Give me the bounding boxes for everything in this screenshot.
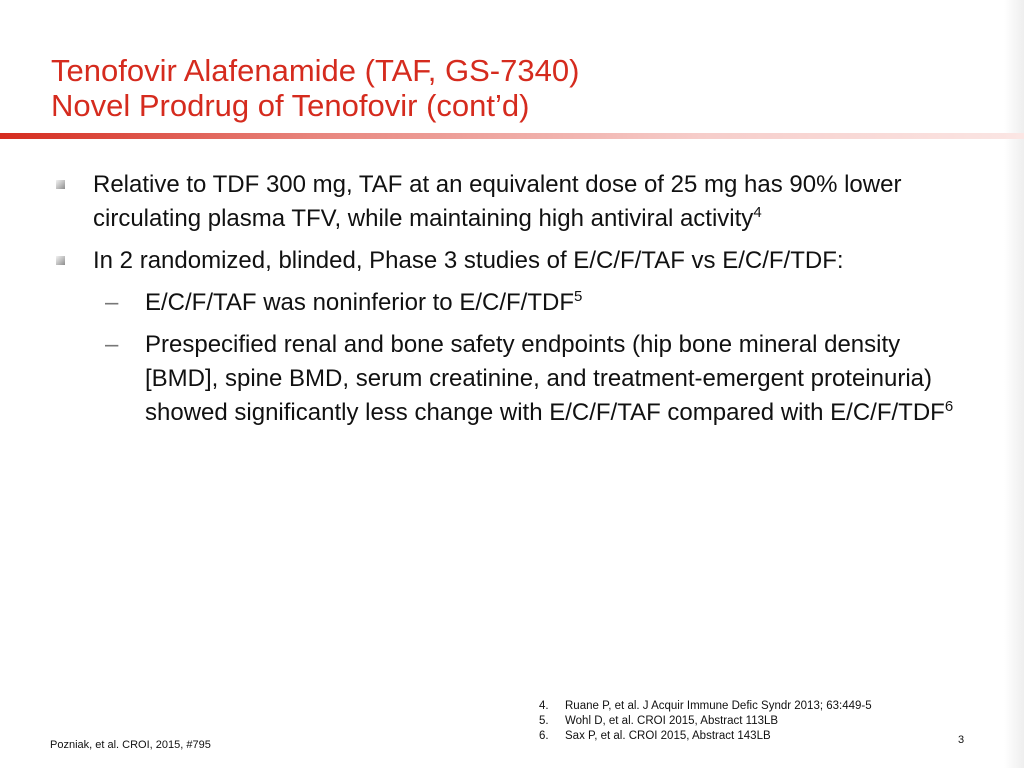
page-number: 3	[958, 734, 965, 746]
references	[539, 699, 872, 744]
bullet-1-ref: 4	[753, 204, 762, 221]
subbullet-2-text: Prespecified renal and bone safety endpoints (hip bone mineral density [BMD], spine BMD, serum creatinine, and treatment-emergent proteinuria) showed significantly less change with E/C/F/TAF compared with E/C/F/TDF	[145, 331, 945, 426]
slide-title	[51, 53, 579, 123]
reference-number: 4.	[539, 700, 549, 712]
slide-edge-shadow	[1004, 0, 1024, 768]
title-line-1: Tenofovir Alafenamide (TAF, GS-7340)	[51, 53, 580, 88]
bullet-marker	[56, 256, 65, 265]
bullet-2	[55, 244, 955, 278]
source-citation: Pozniak, et al. CROI, 2015, #795	[50, 739, 211, 751]
reference-number: 6.	[539, 730, 549, 742]
dash-marker: –	[105, 331, 119, 358]
bullet-1-text: Relative to TDF 300 mg, TAF at an equivalent dose of 25 mg has 90% lower circulating plasma TFV, while maintaining high antiviral activity	[93, 171, 902, 232]
reference-text: Sax P, et al. CROI 2015, Abstract 143LB	[565, 730, 771, 742]
title-divider	[0, 133, 1024, 139]
subbullet-2	[55, 328, 955, 430]
bullet-2-text: In 2 randomized, blinded, Phase 3 studies of E/C/F/TAF vs E/C/F/TDF:	[93, 247, 844, 274]
reference-text: Wohl D, et al. CROI 2015, Abstract 113LB	[565, 715, 779, 727]
slide-body	[55, 168, 955, 430]
reference-item	[539, 699, 872, 714]
bullet-1	[55, 168, 955, 236]
subbullet-2-ref: 6	[944, 398, 954, 415]
reference-item	[539, 714, 872, 729]
bullet-marker	[56, 180, 65, 189]
reference-number: 5.	[539, 715, 549, 727]
title-line-2: Novel Prodrug of Tenofovir (cont’d)	[51, 88, 530, 123]
dash-marker: –	[105, 289, 119, 316]
subbullet-1-ref: 5	[573, 288, 583, 305]
subbullet-1-text: E/C/F/TAF was noninferior to E/C/F/TDF	[145, 289, 574, 316]
reference-item	[539, 729, 872, 744]
subbullet-1	[55, 286, 955, 320]
reference-text: Ruane P, et al. J Acquir Immune Defic Syndr 2013; 63:449-5	[565, 700, 872, 712]
